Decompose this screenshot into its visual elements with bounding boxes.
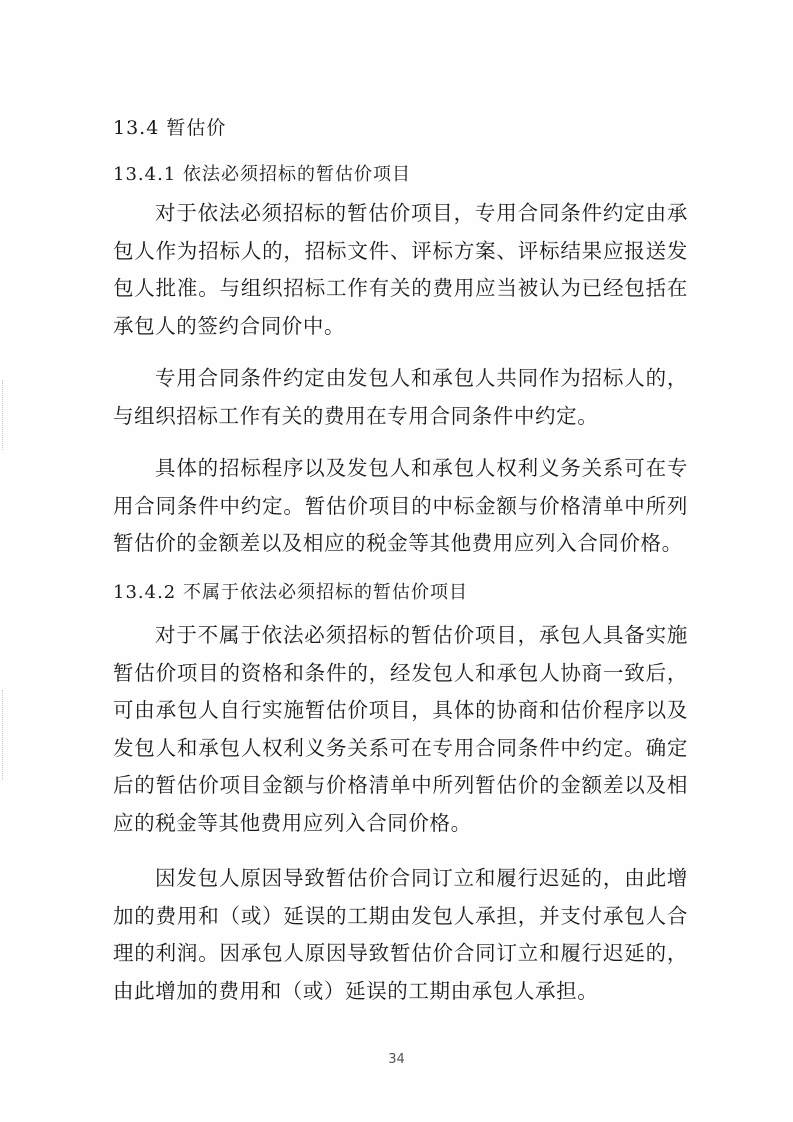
subsection-heading-1: 13.4.1 依法必须招标的暂估价项目 [113,164,411,185]
section-heading: 13.4 暂估价 [113,117,227,139]
scan-artifact [2,690,7,780]
subsection-heading-2: 13.4.2 不属于依法必须招标的暂估价项目 [113,582,468,603]
paragraph-5: 因发包人原因导致暂估价合同订立和履行迟延的，由此增加的费用和（或）延误的工期由发包人承担，并支付承包人合理的利润。因承包人原因导致暂估价合同订立和履行迟延的，由此增加的费用和（或）延误的工期由承包人承担。 [113,866,688,1003]
page-number: 34 [388,1052,405,1067]
paragraph-1: 对于依法必须招标的暂估价项目，专用合同条件约定由承包人作为招标人的，招标文件、评标方案、评标结果应报送发包人批准。与组织招标工作有关的费用应当被认为已经包括在承包人的签约合同价中。 [113,201,688,338]
paragraph-4: 对于不属于依法必须招标的暂估价项目，承包人具备实施暂估价项目的资格和条件的，经发包人和承包人协商一致后，可由承包人自行实施暂估价项目，具体的协商和估价程序以及发包人和承包人权利义务关系可在专用合同条件中约定。确定后的暂估价项目金额与价格清单中所列暂估价的金额差以及相应的税金等其他费用应列入合同价格。 [113,623,688,835]
paragraph-2: 专用合同条件约定由发包人和承包人共同作为招标人的，与组织招标工作有关的费用在专用合同条件中约定。 [113,366,688,428]
paragraph-3: 具体的招标程序以及发包人和承包人权利义务关系可在专用合同条件中约定。暂估价项目的中标金额与价格清单中所列暂估价的金额差以及相应的税金等其他费用应列入合同价格。 [113,456,688,555]
scan-artifact [2,380,7,450]
